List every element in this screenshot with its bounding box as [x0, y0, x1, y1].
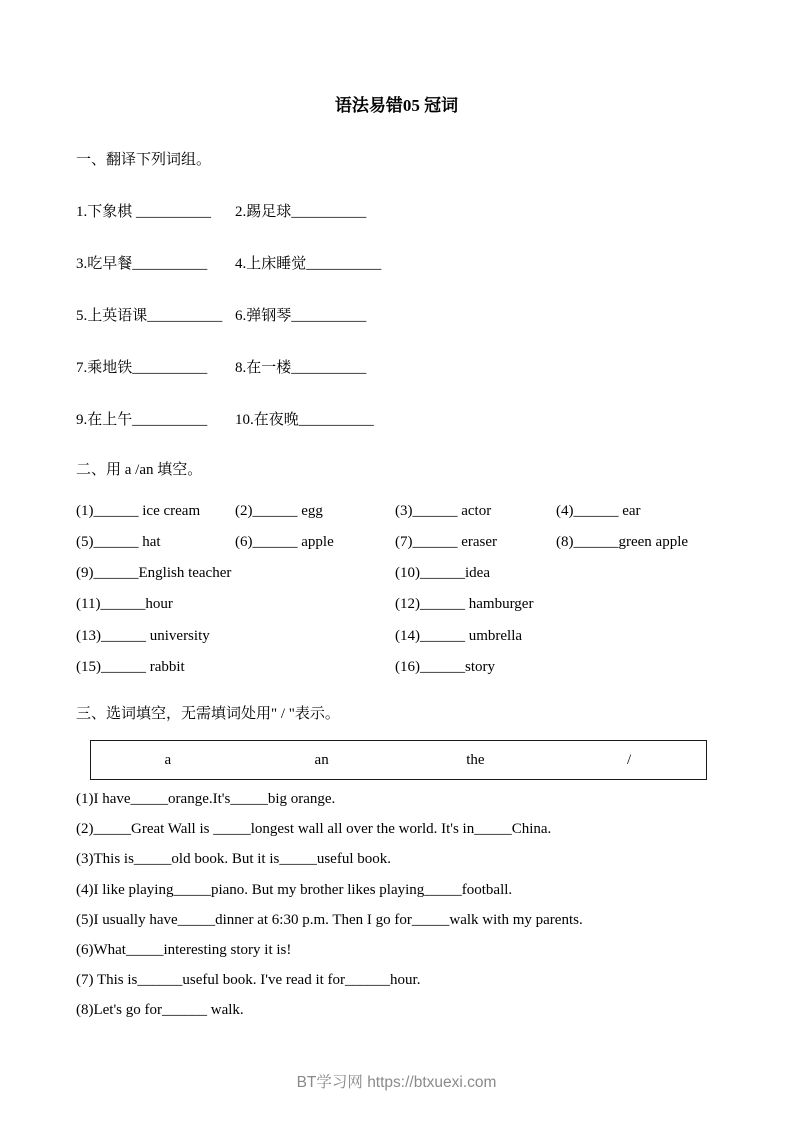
fill-blank-item: (8)______green apple	[556, 534, 689, 550]
phrase-item: 3.吃早餐__________	[76, 256, 208, 272]
fill-blank-item: (7)______ eraser	[395, 534, 498, 550]
section3-sentence-list	[76, 791, 583, 1033]
sentence-item: (8)Let's go for______ walk.	[76, 1002, 244, 1019]
fill-blank-item: (1)______ ice cream	[76, 503, 201, 519]
fill-blank-item: (5)______ hat	[76, 534, 161, 550]
word-bank-cell: /	[627, 751, 632, 768]
section2-item-grid-bottom	[76, 565, 533, 691]
phrase-item: 1.下象棋 __________	[76, 204, 212, 220]
sentence-item: (6)What_____interesting story it is!	[76, 941, 292, 958]
section1-heading: 一、翻译下列词组。	[76, 152, 212, 168]
fill-blank-item: (15)______ rabbit	[76, 659, 185, 676]
sentence-item: (7) This is______useful book. I've read it for______hour.	[76, 972, 421, 989]
fill-blank-item: (12)______ hamburger	[395, 596, 534, 613]
phrase-item: 9.在上午__________	[76, 412, 208, 428]
phrase-item: 8.在一楼__________	[235, 360, 367, 376]
phrase-item: 5.上英语课__________	[76, 308, 223, 324]
section3-heading: 三、选词填空，无需填词处用" / "表示。	[76, 706, 340, 722]
phrase-item: 7.乘地铁__________	[76, 360, 208, 376]
phrase-item: 2.踢足球__________	[235, 204, 367, 220]
fill-blank-item: (4)______ ear	[556, 503, 641, 519]
word-bank-table	[90, 740, 707, 780]
sentence-item: (5)I usually have_____dinner at 6:30 p.m. Then I go for_____walk with my parents.	[76, 911, 583, 928]
section2-item-grid-top	[76, 503, 688, 565]
worksheet-title: 语法易错05 冠词	[334, 96, 459, 115]
sentence-item: (2)_____Great Wall is _____longest wall all over the world. It's in_____China.	[76, 821, 552, 838]
section1-phrase-list	[76, 200, 381, 460]
fill-blank-item: (6)______ apple	[235, 534, 334, 550]
fill-blank-item: (10)______idea	[395, 565, 490, 581]
sentence-item: (3)This is_____old book. But it is_____useful book.	[76, 851, 391, 868]
footer-watermark: BT学习网 https://btxuexi.com	[296, 1074, 497, 1091]
word-bank-cell: the	[466, 751, 485, 768]
fill-blank-item: (2)______ egg	[235, 503, 323, 519]
phrase-item: 6.弹钢琴__________	[235, 308, 367, 324]
phrase-item: 4.上床睡觉__________	[235, 256, 382, 272]
fill-blank-item: (13)______ university	[76, 627, 210, 644]
fill-blank-item: (3)______ actor	[395, 503, 492, 519]
section2-heading: 二、用 a /an 填空。	[76, 462, 203, 478]
fill-blank-item: (14)______ umbrella	[395, 627, 523, 644]
fill-blank-item: (9)______English teacher	[76, 565, 232, 581]
fill-blank-item: (11)______hour	[76, 596, 173, 613]
phrase-item: 10.在夜晚__________	[235, 412, 374, 428]
word-bank-cell: a	[164, 751, 172, 768]
word-bank-cell: an	[314, 751, 329, 768]
fill-blank-item: (16)______story	[395, 659, 495, 676]
sentence-item: (1)I have_____orange.It's_____big orange.	[76, 791, 336, 807]
sentence-item: (4)I like playing_____piano. But my brother likes playing_____football.	[76, 881, 513, 898]
